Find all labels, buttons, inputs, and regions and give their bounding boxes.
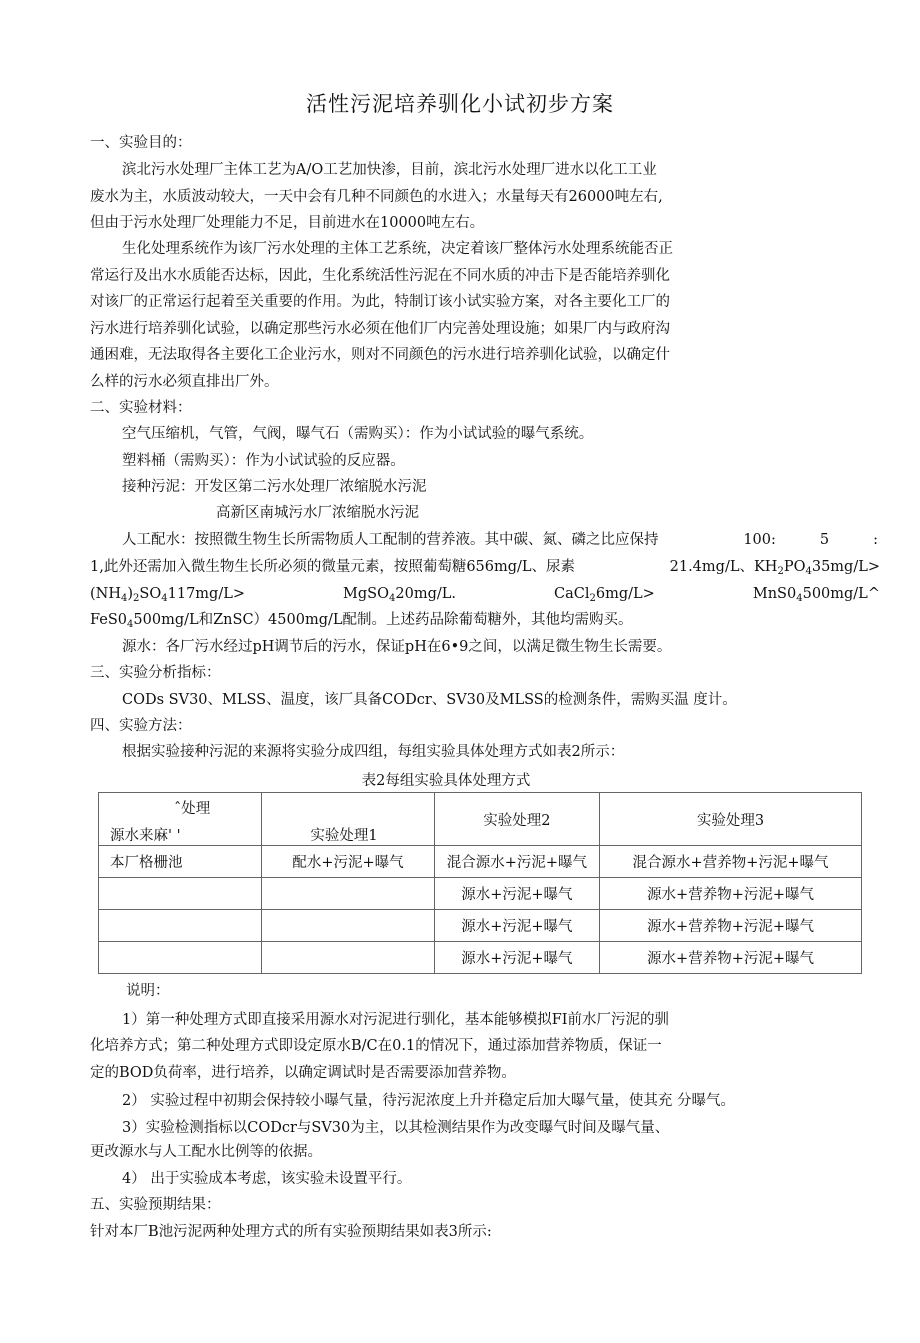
table-cell: 混合源水+营养物+污泥+曝气 — [600, 846, 862, 878]
final-line: 针对本厂B池污泥两种处理方式的所有实验预期结果如表3所示: — [90, 1224, 492, 1240]
table-cell: 源水+污泥+曝气 — [434, 942, 599, 974]
table-cell: 源水+营养物+污泥+曝气 — [600, 878, 862, 910]
note-line: 4） 出于实验成本考虑，该实验未设置平行。 — [122, 1171, 412, 1187]
table-cell: 本厂格栅池 — [99, 846, 262, 878]
diagonal-header-bottom: 源水来麻' ' — [110, 828, 181, 844]
table-row — [99, 910, 862, 942]
paragraph-line: 污水进行培养驯化试验，以确定那些污水必须在他们厂内完善处理设施；如果厂内与政府沟 — [90, 321, 670, 337]
material-line: 接种污泥：开发区第二污水处理厂浓缩脱水污泥 — [122, 479, 427, 495]
note-line: 2） 实验过程中初期会保持较小曝气量，待污泥浓度上升并稳定后加大曝气量，使其充 分曝气。 — [122, 1093, 735, 1109]
material-line: 塑料桶（需购买）：作为小试试验的反应器。 — [122, 453, 405, 469]
section-heading-indicators: 三、实验分析指标： — [90, 665, 221, 681]
diagonal-header-cell — [99, 793, 262, 846]
table-header-row — [99, 793, 862, 846]
section-heading-method: 四、实验方法： — [90, 718, 192, 734]
table-cell: 源水+污泥+曝气 — [434, 878, 599, 910]
material-line: 源水：各厂污水经过pH调节后的污水，保证pH在6•9之间，以满足微生物生长需要。 — [122, 639, 672, 655]
table-row — [99, 846, 862, 878]
table-cell — [99, 878, 262, 910]
paragraph-line: 常运行及出水水质能否达标，因此，生化系统活性污泥在不同水质的冲击下是否能培养驯化 — [90, 268, 670, 284]
page-title: 活性污泥培养驯化小试初步方案 — [306, 92, 614, 116]
table-row — [99, 942, 862, 974]
diagonal-header-top: ˆ处理 — [174, 801, 211, 817]
paragraph-line: 但由于污水处理厂处理能力不足，目前进水在10000吨左右。 — [90, 215, 485, 231]
table-cell — [99, 910, 262, 942]
header-cell: 实验处理2 — [434, 793, 599, 846]
indicators-line: CODs SV30、MLSS、温度，该厂具备CODcr、SV30及MLSS的检测条件，需购买温 度计。 — [122, 692, 737, 708]
section-heading-purpose: 一、实验目的： — [90, 135, 192, 151]
header-cell: 实验处理3 — [600, 793, 862, 846]
paragraph-line: 么样的污水必须直排出厂外。 — [90, 374, 279, 390]
paragraph-line: 废水为主，水质波动较大，一天中会有几种不同颜色的水进入；水量每天有26000吨左右, — [90, 189, 663, 205]
header-cell: 实验处理1 — [262, 793, 434, 846]
table-cell — [262, 942, 434, 974]
paragraph-line: 生化处理系统作为该厂污水处理的主体工艺系统，决定着该厂整体污水处理系统能否正 — [122, 241, 673, 257]
note-line: 定的BOD负荷率，进行培养，以确定调试时是否需要添加营养物。 — [90, 1065, 516, 1081]
paragraph-line: 通困难，无法取得各主要化工企业污水，则对不同颜色的污水进行培养驯化试验，以确定什 — [90, 347, 670, 363]
material-line: $FeS0_4500mg/L$和ZnSC）4500mg/L配制。上述药品除葡萄糖外，其他均需购买。 — [90, 612, 633, 630]
table-row — [99, 878, 862, 910]
material-line: 人工配水：按照微生物生长所需物质人工配制的营养液。其中碳、氮、磷之比应保持 100: 5 : — [122, 532, 878, 548]
material-line: 高新区南城污水厂浓缩脱水污泥 — [216, 505, 419, 521]
note-line: 3）实验检测指标以CODcr与SV30为主，以其检测结果作为改变曝气时间及曝气量、 — [122, 1120, 670, 1136]
paragraph-line: 对该厂的正常运行起着至关重要的作用。为此，特制订该小试实验方案，对各主要化工厂的 — [90, 294, 670, 310]
paragraph-line: 滨北污水处理厂主体工艺为A/O工艺加快渗，目前，滨北污水处理厂进水以化工工业 — [122, 162, 657, 178]
note-line: 1）第一种处理方式即直接采用源水对污泥进行驯化，基本能够模拟FI前水厂污泥的驯 — [122, 1012, 670, 1028]
table-caption: 表2每组实验具体处理方式 — [361, 773, 531, 789]
table-cell — [262, 910, 434, 942]
notes-label: 说明： — [126, 983, 170, 999]
section-heading-materials: 二、实验材料： — [90, 400, 192, 416]
table-cell: 源水+营养物+污泥+曝气 — [600, 942, 862, 974]
table-cell: 源水+营养物+污泥+曝气 — [600, 910, 862, 942]
note-line: 化培养方式；第二种处理方式即设定原水B/C在0.1的情况下，通过添加营养物质，保证一 — [90, 1038, 662, 1054]
table-cell: 配水+污泥+曝气 — [262, 846, 434, 878]
table-cell — [262, 878, 434, 910]
table-cell: 混合源水+污泥+曝气 — [434, 846, 599, 878]
material-line: 1,此外还需加入微生物生长所必须的微量元素，按照葡萄糖656mg/L、尿素 21.4mg/L、$KH_2PO_435mg/L>$ — [90, 559, 880, 577]
table-cell — [99, 942, 262, 974]
treatment-table — [98, 792, 862, 974]
method-intro: 根据实验接种污泥的来源将实验分成四组，每组实验具体处理方式如表2所示： — [122, 744, 625, 760]
material-line: $(NH_4)_2SO_4117mg/L>$ MgSO$_4$20mg/L. CaCl$_2$6mg/L> $MnS0_4500mg/L\^{}$ — [90, 586, 880, 604]
section-heading-results: 五、实验预期结果： — [90, 1197, 221, 1213]
note-line: 更改源水与人工配水比例等的依据。 — [90, 1144, 322, 1160]
table-cell: 源水+污泥+曝气 — [434, 910, 599, 942]
material-line: 空气压缩机，气管，气阀，曝气石（需购买）：作为小试试验的曝气系统。 — [122, 426, 594, 442]
